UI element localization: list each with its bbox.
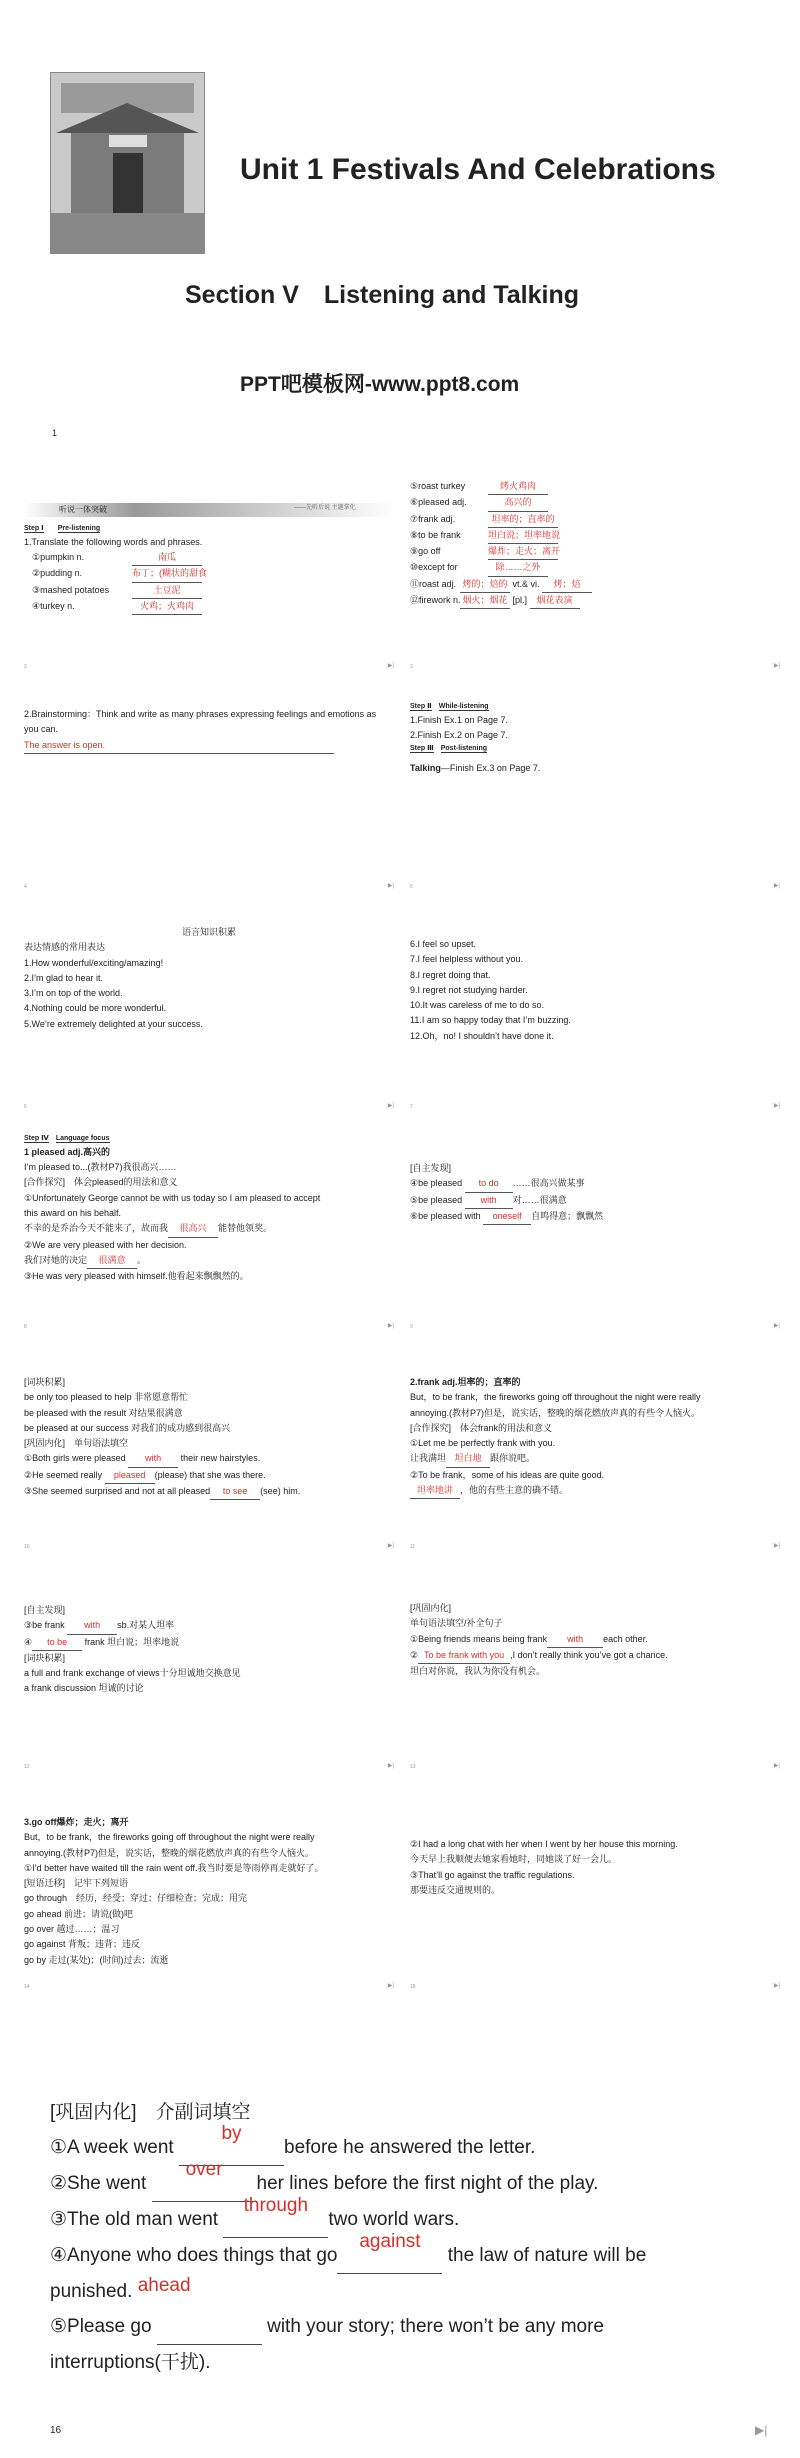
- slide-5: Step Ⅱ While-listening 1.Finish Ex.1 on Page 7. 2.Finish Ex.2 on Page 7. Step Ⅲ Post-listening Talking—Finish Ex.3 on Page 7. 5 ▶|: [410, 703, 780, 890]
- next-arrow-icon[interactable]: ▶|: [773, 662, 780, 669]
- slide-13: [巩固内化] 单句语法填空/补全句子 ①Being friends means being frank with each other. ② To be frank with you ,I don’t really think you’ve got a chance. 坦白对你说，我认为你没有机会。 13 ▶|: [410, 1603, 780, 1770]
- slide-10: [词块积累] be only too pleased to help 非常愿意帮忙 be pleased with the result 对结果很满意 be pleased at our success 对我们的成功感到很高兴 [巩固内化] 单句语法填空 ①Both girls were pleased with their new hairstyles. ②He seemed really pleased (please) that she was there. ③She seemed surprised and not at all pleased to see (see) him. 10 ▶|: [24, 1377, 394, 1550]
- slide-page-number: 2: [24, 663, 27, 670]
- next-arrow-icon[interactable]: ▶|: [773, 1102, 780, 1109]
- next-arrow-icon[interactable]: ▶|: [773, 1762, 780, 1769]
- next-arrow-icon[interactable]: ▶|: [387, 1762, 394, 1769]
- slide-15: ②I had a long chat with her when I went by her house this morning. 今天早上我顺便去她家看她时，同她谈了好一会儿。 ③That’ll go against the traffic regulations. 那要违反交通规则的。 15 ▶|: [410, 1839, 780, 1990]
- slide-7: 6.I feel so upset. 7.I feel helpless without you. 8.I regret doing that. 9.I regret not studying harder. 10.It was careless of me to do so. 11.I am so happy today that I’m buzzing. 12.Oh，no! I shouldn’t have done it. 7 ▶|: [410, 939, 780, 1110]
- slide-2: 听说一体突破 ——先听后说 主题掌化 Step Ⅰ Pre-listening 1.Translate the following words and phrases. ①pumpkin n. 南瓜 ②pudding n. 布丁；(糊状的甜食 ③mashed potatoes 土豆泥 ④turkey n. 火鸡；火鸡肉 2 ▶|: [24, 505, 394, 670]
- slide-12: [自主发现] ③be frank with sb.对某人坦率 ④ to be frank 坦白说；坦率地说 [词块积累] a full and frank exchange of views十分坦诚地交换意见 a frank discussion 坦诚的讨论 12 ▶|: [24, 1605, 394, 1770]
- next-arrow-icon[interactable]: ▶|: [773, 1982, 780, 1989]
- next-arrow-icon[interactable]: ▶|: [387, 1322, 394, 1329]
- section-banner: 听说一体突破 ——先听后说 主题掌化: [24, 503, 394, 517]
- site-name: PPT吧模板网-www.ppt8.com: [240, 373, 520, 396]
- cover-title: Unit 1 Festivals And Celebrations: [240, 153, 716, 186]
- final-slide: [巩固内化] 介副词填空 ①A week went by before he answered the letter. ②She went over her lines before the first night of the play. ③The old man went through two world wars. ④Anyone who does things that go against the law of nature will be punished. ahead ⑤Please go with your story; there won’t be any more interruptions(干扰).: [50, 2102, 647, 2373]
- slide-3: ⑤roast turkey 烤火鸡肉 ⑥pleased adj. 高兴的 ⑦frank adj. 坦率的；直率的 ⑧to be frank 坦白说；坦率地说 ⑨go off 爆炸；走火；离开 ⑩except for 除……之外 ⑪roast adj. 烤的；焙的 vt.& vi. 烤；焙 ⑫firework n. 烟火；烟花 [pl.] 烟花表演 3 ▶|: [410, 481, 780, 670]
- next-arrow-icon[interactable]: ▶|: [773, 882, 780, 889]
- next-arrow-icon[interactable]: ▶|: [773, 1542, 780, 1549]
- section-title: Section V Listening and Talking: [185, 281, 580, 309]
- final-page-number: 16: [50, 2425, 62, 2436]
- slide-8: Step Ⅳ Language focus 1 pleased adj.高兴的 I’m pleased to...(教材P7)我很高兴…… [合作探究] 体会pleased的用法和意义 ①Unfortunately George cannot be with us today so I am pleased to accept this award on his behalf. 不幸的是乔治今天不能来了，故而我 很高兴 能替他领奖。 ②We are very pleased with her decision. 我们对她的决定 很满意 。 ③He was very pleased with himself.他看起来飘飘然的。 8 ▶|: [24, 1135, 394, 1330]
- next-arrow-icon[interactable]: ▶|: [755, 2423, 768, 2437]
- slide-11: 2.frank adj.坦率的；直率的 But，to be frank，the fireworks going off throughout the night were really annoying.(教材P7)但是，说实话，整晚的烟花燃放声真的有些令人恼火。 [合作探究] 体会frank的用法和意义 ①Let me be perfectly frank with you. 让我满坦 坦白地 跟你说吧。 ②To be frank，some of his ideas are quite good. 坦率地讲 ，他的有些主意的确不错。 11 ▶|: [410, 1377, 780, 1550]
- next-arrow-icon[interactable]: ▶|: [387, 882, 394, 889]
- slide-9: [自主发现] ④be pleased to do ……很高兴做某事 ⑤be pleased with 对……很满意 ⑥be pleased with oneself 自鸣得意；飘飘然 9 ▶|: [410, 1163, 780, 1330]
- next-arrow-icon[interactable]: ▶|: [773, 1322, 780, 1329]
- next-arrow-icon[interactable]: ▶|: [387, 1982, 394, 1989]
- slide-14: 3.go off爆炸；走火；离开 But，to be frank，the fireworks going off throughout the night were really annoying.(教材P7)但是，说实话，整晚的烟花燃放声真的有些令人恼火。 ①I’d better have waited till the rain went off.我当时要是等雨停再走就好了。 [短语迁移] 记牢下列短语 go through 经历，经受；穿过；仔细检查；完成；用完 go ahead 前进；请说(做)吧 go over 越过……；温习 go against 背叛；违背；违反 go by 走过(某处)；(时间)过去；流逝 14 ▶|: [24, 1817, 394, 1990]
- next-arrow-icon[interactable]: ▶|: [387, 1542, 394, 1549]
- slide-6: 语言知识积累 表达情感的常用表达 1.How wonderful/exciting/amazing! 2.I’m glad to hear it. 3.I’m on top of the world. 4.Nothing could be more wonderful. 5.We’re extremely delighted at your success. 6 ▶|: [24, 927, 394, 1110]
- next-arrow-icon[interactable]: ▶|: [387, 1102, 394, 1109]
- page-number: 1: [52, 428, 58, 438]
- temple-gate-image: [50, 72, 205, 254]
- next-arrow-icon[interactable]: ▶|: [387, 662, 394, 669]
- slide-4: 2.Brainstorming：Think and write as many phrases expressing feelings and emotions as you can. The answer is open. 4 ▶|: [24, 709, 394, 890]
